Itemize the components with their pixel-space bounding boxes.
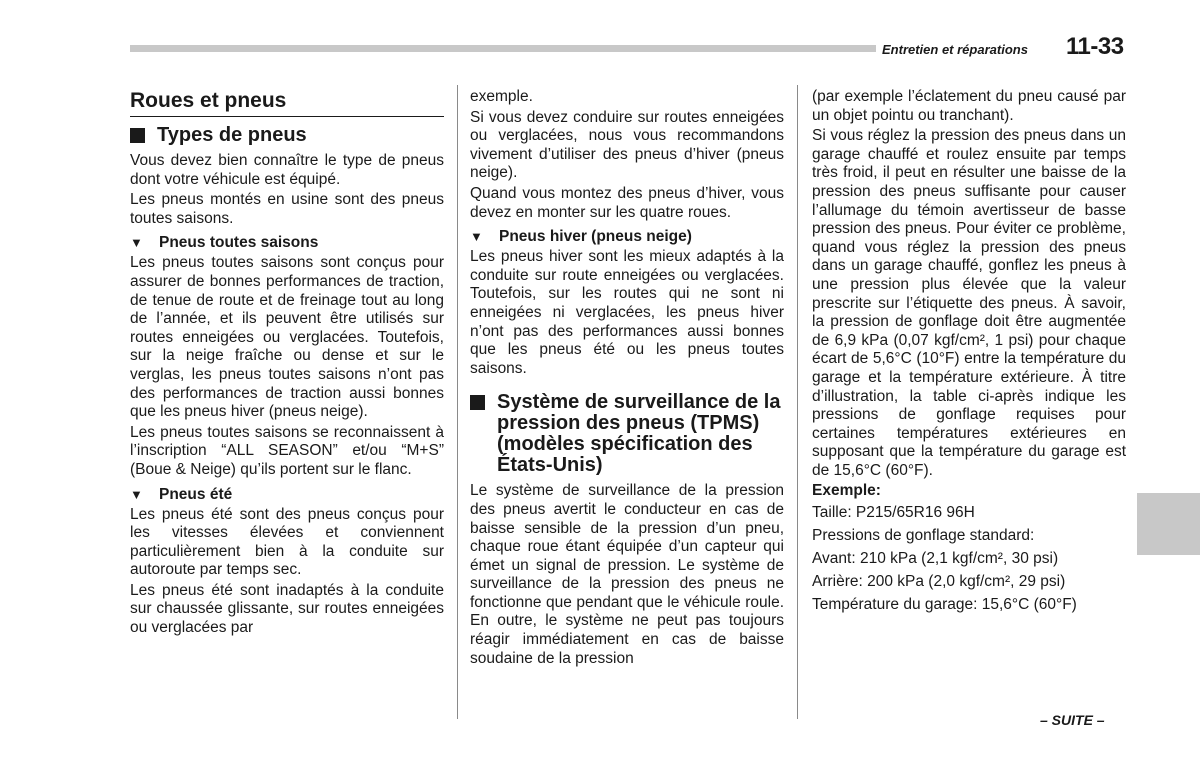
section-heading: Roues et pneus [130, 88, 444, 117]
sub-heading-text: Pneus été [159, 485, 233, 503]
paragraph: Les pneus hiver sont les mieux adaptés à la conduite sur route enneigées ou verglacées. Toutefois, sur les routes qui ne sont ni enneigées ni verglacées, les pneus hiver n’ont pas des performances aussi bonnes que les pneus été ou les pneus toutes saisons. [470, 248, 784, 377]
subsection-heading-text: Système de surveillance de la pression des pneus (TPMS) (modèles spécification des États-Unis) [497, 391, 781, 477]
spec-line: Pressions de gonflage standard: [812, 527, 1035, 545]
paragraph: Si vous réglez la pression des pneus dans un garage chauffé et roulez ensuite par temps très froid, il peut en résulter une baisse de la pression des pneus suffisante pour causer l’allumage du témoin avertisseur de basse pression des pneus. Pour éviter ce problème, quand vous réglez la pression des pneus dans un garage chauffé, gonflez les pneus à une pression plus élevée que la valeur prescrite sur l’étiquette des pneus. À savoir, la pression de gonflage doit être augmentée de 6,9 kPa (0,07 kgf/cm², 1 psi) pour chaque écart de 5,6°C (10°F) entre la température du garage et la température extérieure. À titre d’illustration, la table ci-après indique les pressions de gonflage requises pour certaines températures extérieures en supposant que la température du garage est de 15,6°C (60°F). [812, 127, 1126, 479]
paragraph: Les pneus été sont inadaptés à la conduite sur chaussée glissante, sur routes enneigées ou verglacées par [130, 581, 444, 637]
column-divider [797, 85, 798, 719]
sub-heading [130, 234, 444, 252]
paragraph: (par exemple l’éclatement du pneu causé par un objet pointu ou tranchant). [812, 88, 1126, 124]
subsection-heading [130, 125, 444, 146]
column-2 [470, 88, 784, 670]
subsection-heading [470, 392, 784, 476]
column-1 [130, 88, 444, 640]
sub-heading-text: Pneus toutes saisons [159, 234, 319, 252]
sub-heading-text: Pneus hiver (pneus neige) [499, 228, 692, 246]
subsection-heading-text: Types de pneus [157, 124, 307, 146]
square-bullet-icon [130, 128, 145, 143]
paragraph: Les pneus toutes saisons sont conçus pour assurer de bonnes performances de traction, de tenue de route et de freinage tout au long de l’année, et ils peuvent être utilisés sur routes enneigées ou verglacées. Toutefois, sur la neige fraîche ou dense et sur le verglas, les pneus toutes saisons n’ont pas des performances de traction aussi bonnes que les pneus hiver (pneus neige). [130, 254, 444, 421]
paragraph: Si vous devez conduire sur routes enneigées ou verglacées, nous vous recommandons vivement d’utiliser des pneus d’hiver (pneus neige). [470, 108, 784, 182]
column-divider [457, 85, 458, 719]
section-title: Entretien et réparations [882, 42, 1028, 57]
sub-heading [130, 486, 444, 504]
spec-line: Arrière: 200 kPa (2,0 kgf/cm², 29 psi) [812, 573, 1066, 591]
spec-line: Avant: 210 kPa (2,1 kgf/cm², 30 psi) [812, 550, 1059, 568]
paragraph: exemple. [470, 88, 533, 105]
paragraph: Les pneus toutes saisons se reconnaissent à l’inscription “ALL SEASON” et/ou “M+S” (Boue & Neige) qu’ils portent sur le flanc. [130, 423, 444, 478]
paragraph: Les pneus été sont des pneus conçus pour les vitesses élevées et conviennent particulièrement bien à la conduite sur autoroute par temps sec. [130, 505, 444, 579]
chapter-tab [1137, 493, 1200, 555]
paragraph: Le système de surveillance de la pression des pneus avertit le conducteur en cas de baisse sensible de la pression d’un pneu, chaque roue étant équipée d’un capteur qui émet un signal de pression. Le système de surveillance de la pression des pneus ne fonctionne que pendant que le véhicule roule. En outre, le système ne peut pas toujours réagir immédiatement en cas de baisse soudaine de la pression [470, 482, 784, 667]
page-number: 11-33 [1066, 33, 1124, 60]
header-rule [130, 45, 876, 52]
continued-marker: – SUITE – [1040, 712, 1105, 728]
example-label: Exemple: [812, 482, 881, 500]
square-bullet-icon [470, 395, 485, 410]
spec-line: Taille: P215/65R16 96H [812, 504, 975, 522]
paragraph: Les pneus montés en usine sont des pneus toutes saisons. [130, 191, 444, 227]
paragraph: Vous devez bien connaître le type de pneus dont votre véhicule est équipé. [130, 152, 444, 188]
paragraph: Quand vous montez des pneus d’hiver, vous devez en monter sur les quatre roues. [470, 184, 784, 221]
triangle-bullet-icon: ▼ [470, 229, 483, 245]
spec-line: Température du garage: 15,6°C (60°F) [812, 596, 1077, 614]
triangle-bullet-icon: ▼ [130, 235, 143, 251]
triangle-bullet-icon: ▼ [130, 486, 143, 502]
sub-heading [470, 228, 784, 246]
column-3 [812, 88, 1126, 618]
